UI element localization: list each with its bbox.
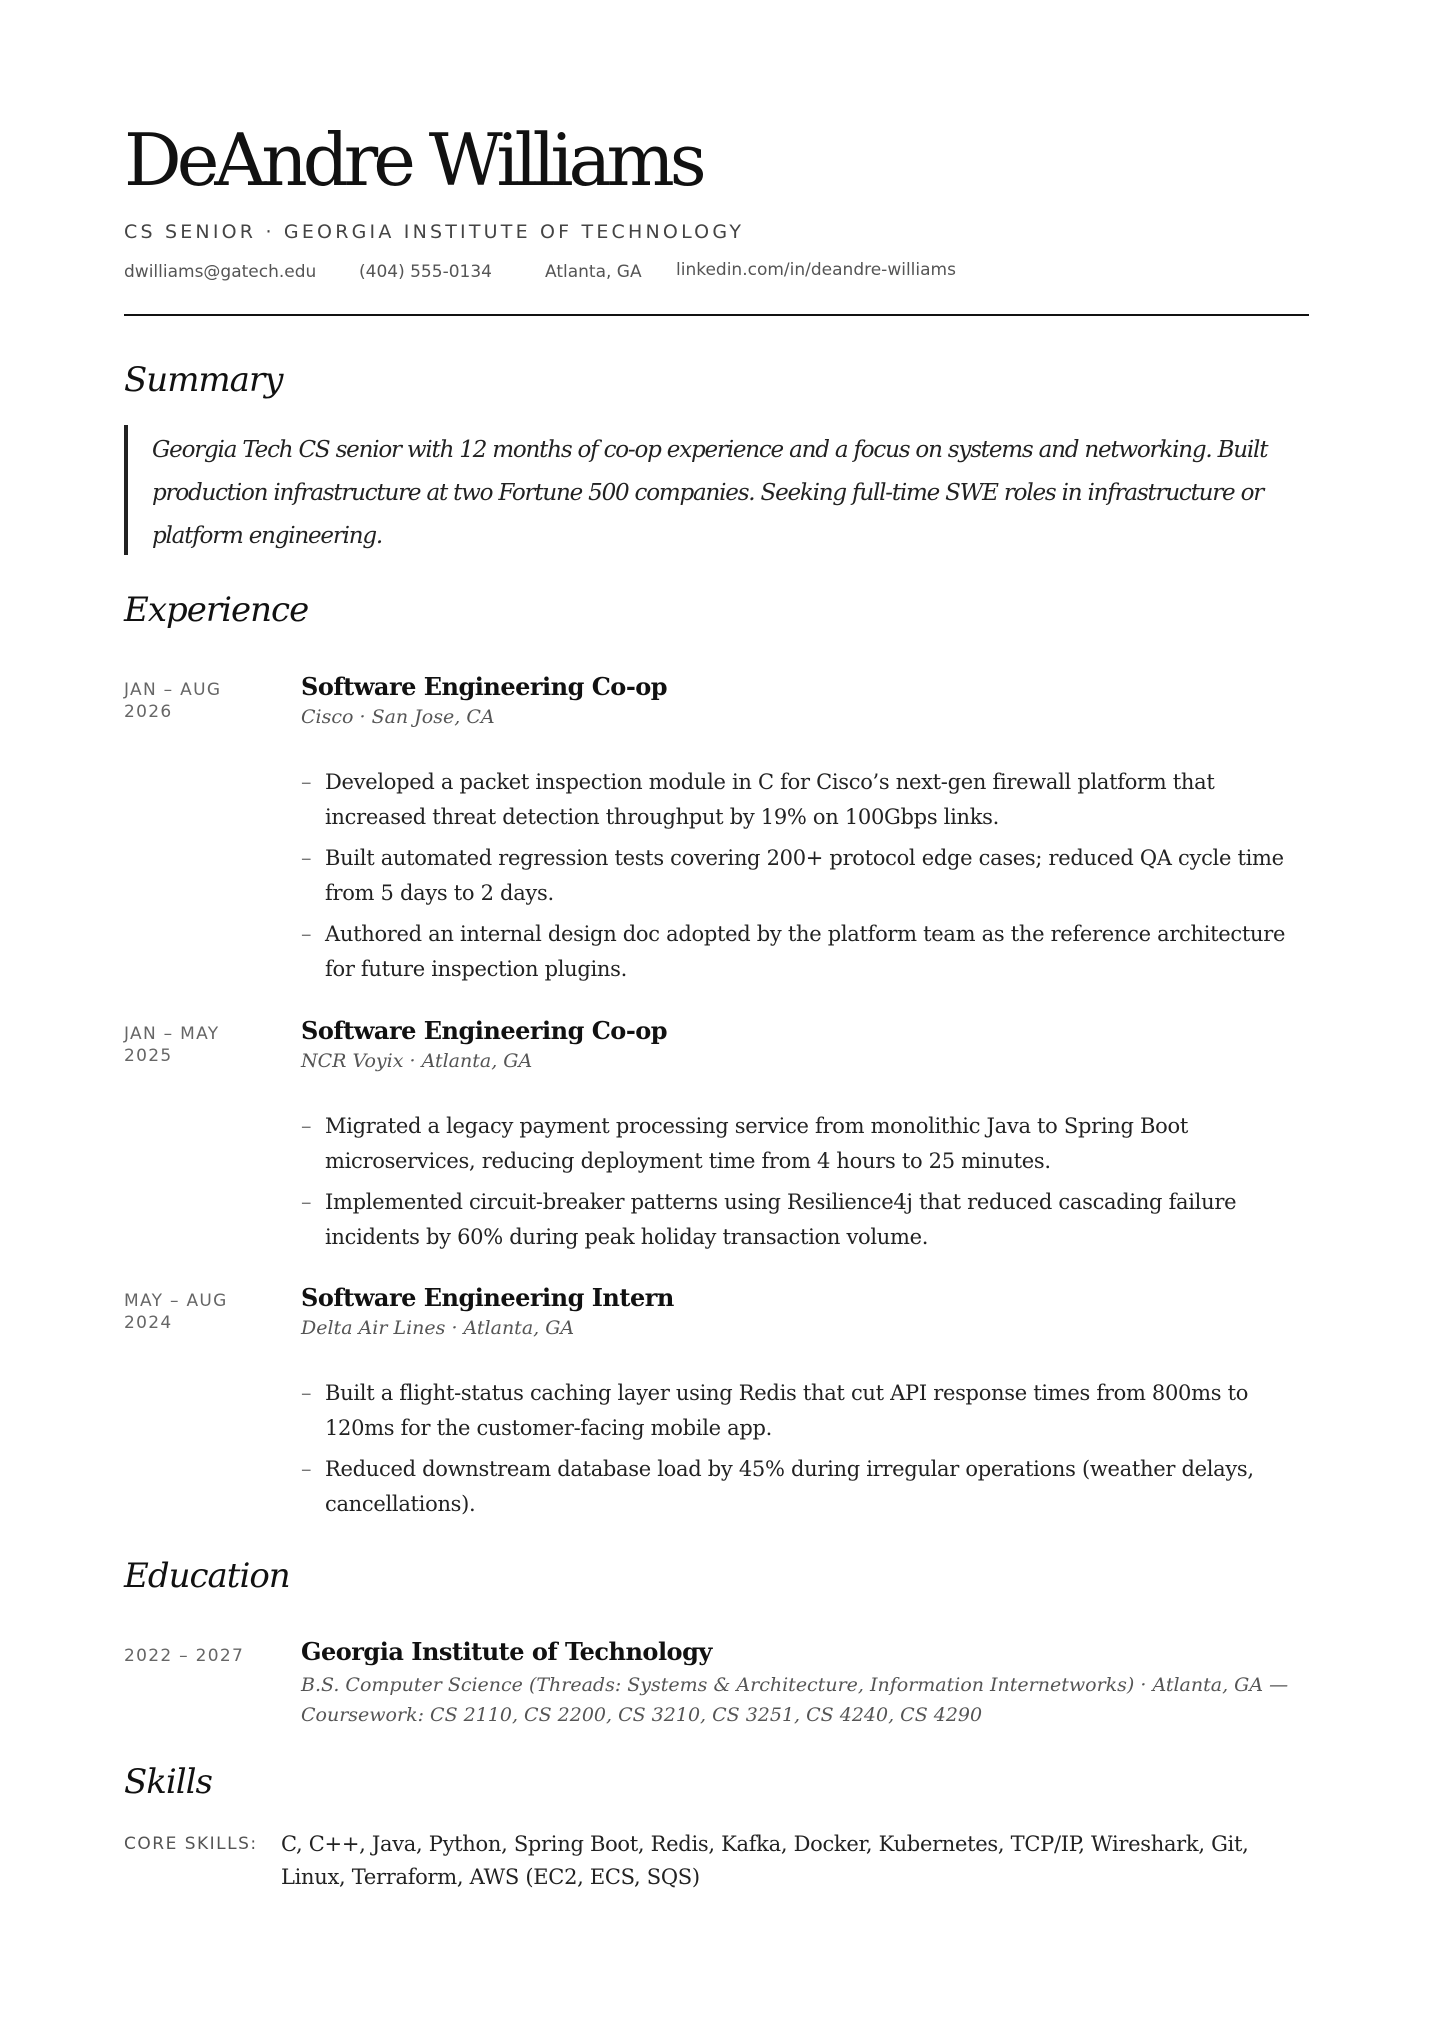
job-date-year: 2025 bbox=[124, 1046, 173, 1066]
bullet-dash: – bbox=[301, 1457, 312, 1481]
summary-text: Georgia Tech CS senior with 12 months of co-op experience and a focus on systems and networking. Built production infrastructure at two Fortune 500 companies. Seeking full-time SWE roles in infrastructure or platform engineering. bbox=[152, 437, 1268, 549]
education-school: Georgia Institute of Technology bbox=[301, 1637, 712, 1666]
job-title: Software Engineering Co-op bbox=[301, 672, 668, 701]
job-date bbox=[124, 1023, 284, 1067]
candidate-name: DeAndre Williams bbox=[124, 118, 702, 202]
job-company: Cisco · San Jose, CA bbox=[301, 706, 495, 728]
job-bullet: – Authored an internal design doc adopted by the platform team as the reference architecture for future inspection plugins. bbox=[301, 917, 1311, 987]
contact-phone: (404) 555-0134 bbox=[359, 262, 492, 282]
summary-heading: Summary bbox=[124, 360, 283, 400]
summary-block bbox=[124, 425, 1313, 555]
job-bullet: – Developed a packet inspection module in C for Cisco’s next-gen firewall platform that increased threat detection throughput by 19% on 100Gbps links. bbox=[301, 765, 1311, 835]
bullet-dash: – bbox=[301, 846, 312, 870]
job-title: Software Engineering Intern bbox=[301, 1283, 674, 1312]
bullet-dash: – bbox=[301, 770, 312, 794]
bullet-dash: – bbox=[301, 922, 312, 946]
bullet-dash: – bbox=[301, 1190, 312, 1214]
job-title: Software Engineering Co-op bbox=[301, 1016, 668, 1045]
header-divider bbox=[124, 314, 1309, 316]
job-date-range: MAY – AUG bbox=[124, 1291, 228, 1311]
bullet-dash: – bbox=[301, 1114, 312, 1138]
education-heading: Education bbox=[124, 1556, 290, 1596]
job-bullet: – Implemented circuit-breaker patterns using Resilience4j that reduced cascading failure incidents by 60% during peak holiday transaction volume. bbox=[301, 1185, 1311, 1255]
contact-linkedin[interactable]: linkedin.com/in/deandre-williams bbox=[676, 260, 956, 280]
job-bullet: – Built a flight-status caching layer using Redis that cut API response times from 800ms to 120ms for the customer-facing mobile app. bbox=[301, 1376, 1311, 1446]
job-company: Delta Air Lines · Atlanta, GA bbox=[301, 1317, 575, 1339]
job-date-year: 2024 bbox=[124, 1313, 173, 1333]
job-date bbox=[124, 1290, 284, 1334]
job-bullets bbox=[301, 1376, 1311, 1528]
contact-email[interactable]: dwilliams@gatech.edu bbox=[124, 262, 317, 282]
candidate-subtitle: CS SENIOR · GEORGIA INSTITUTE OF TECHNOLOGY bbox=[124, 221, 745, 243]
job-bullets bbox=[301, 765, 1311, 993]
job-bullets bbox=[301, 1109, 1311, 1261]
job-bullet: – Built automated regression tests covering 200+ protocol edge cases; reduced QA cycle time from 5 days to 2 days. bbox=[301, 841, 1311, 911]
job-company: NCR Voyix · Atlanta, GA bbox=[301, 1050, 533, 1072]
job-date bbox=[124, 679, 284, 723]
education-detail: B.S. Computer Science (Threads: Systems & Architecture, Information Internetworks) · Atlanta, GA — Coursework: CS 2110, CS 2200, CS 3210, CS 3251, CS 4240, CS 4290 bbox=[301, 1674, 1289, 1726]
skills-heading: Skills bbox=[124, 1762, 212, 1802]
bullet-dash: – bbox=[301, 1381, 312, 1405]
experience-heading: Experience bbox=[124, 590, 309, 630]
contact-location: Atlanta, GA bbox=[545, 262, 642, 282]
skills-label: CORE SKILLS: bbox=[124, 1834, 258, 1854]
job-date-year: 2026 bbox=[124, 702, 173, 722]
job-bullet: – Migrated a legacy payment processing service from monolithic Java to Spring Boot microservices, reducing deployment time from 4 hours to 25 minutes. bbox=[301, 1109, 1311, 1179]
skills-list: C, C++, Java, Python, Spring Boot, Redis, Kafka, Docker, Kubernetes, TCP/IP, Wireshark, Git, Linux, Terraform, AWS (EC2, ECS, SQS) bbox=[281, 1832, 1249, 1889]
education-date: 2022 – 2027 bbox=[124, 1646, 245, 1666]
job-date-range: JAN – AUG bbox=[124, 680, 222, 700]
job-bullet: – Reduced downstream database load by 45% during irregular operations (weather delays, cancellations). bbox=[301, 1452, 1311, 1522]
job-date-range: JAN – MAY bbox=[124, 1024, 220, 1044]
